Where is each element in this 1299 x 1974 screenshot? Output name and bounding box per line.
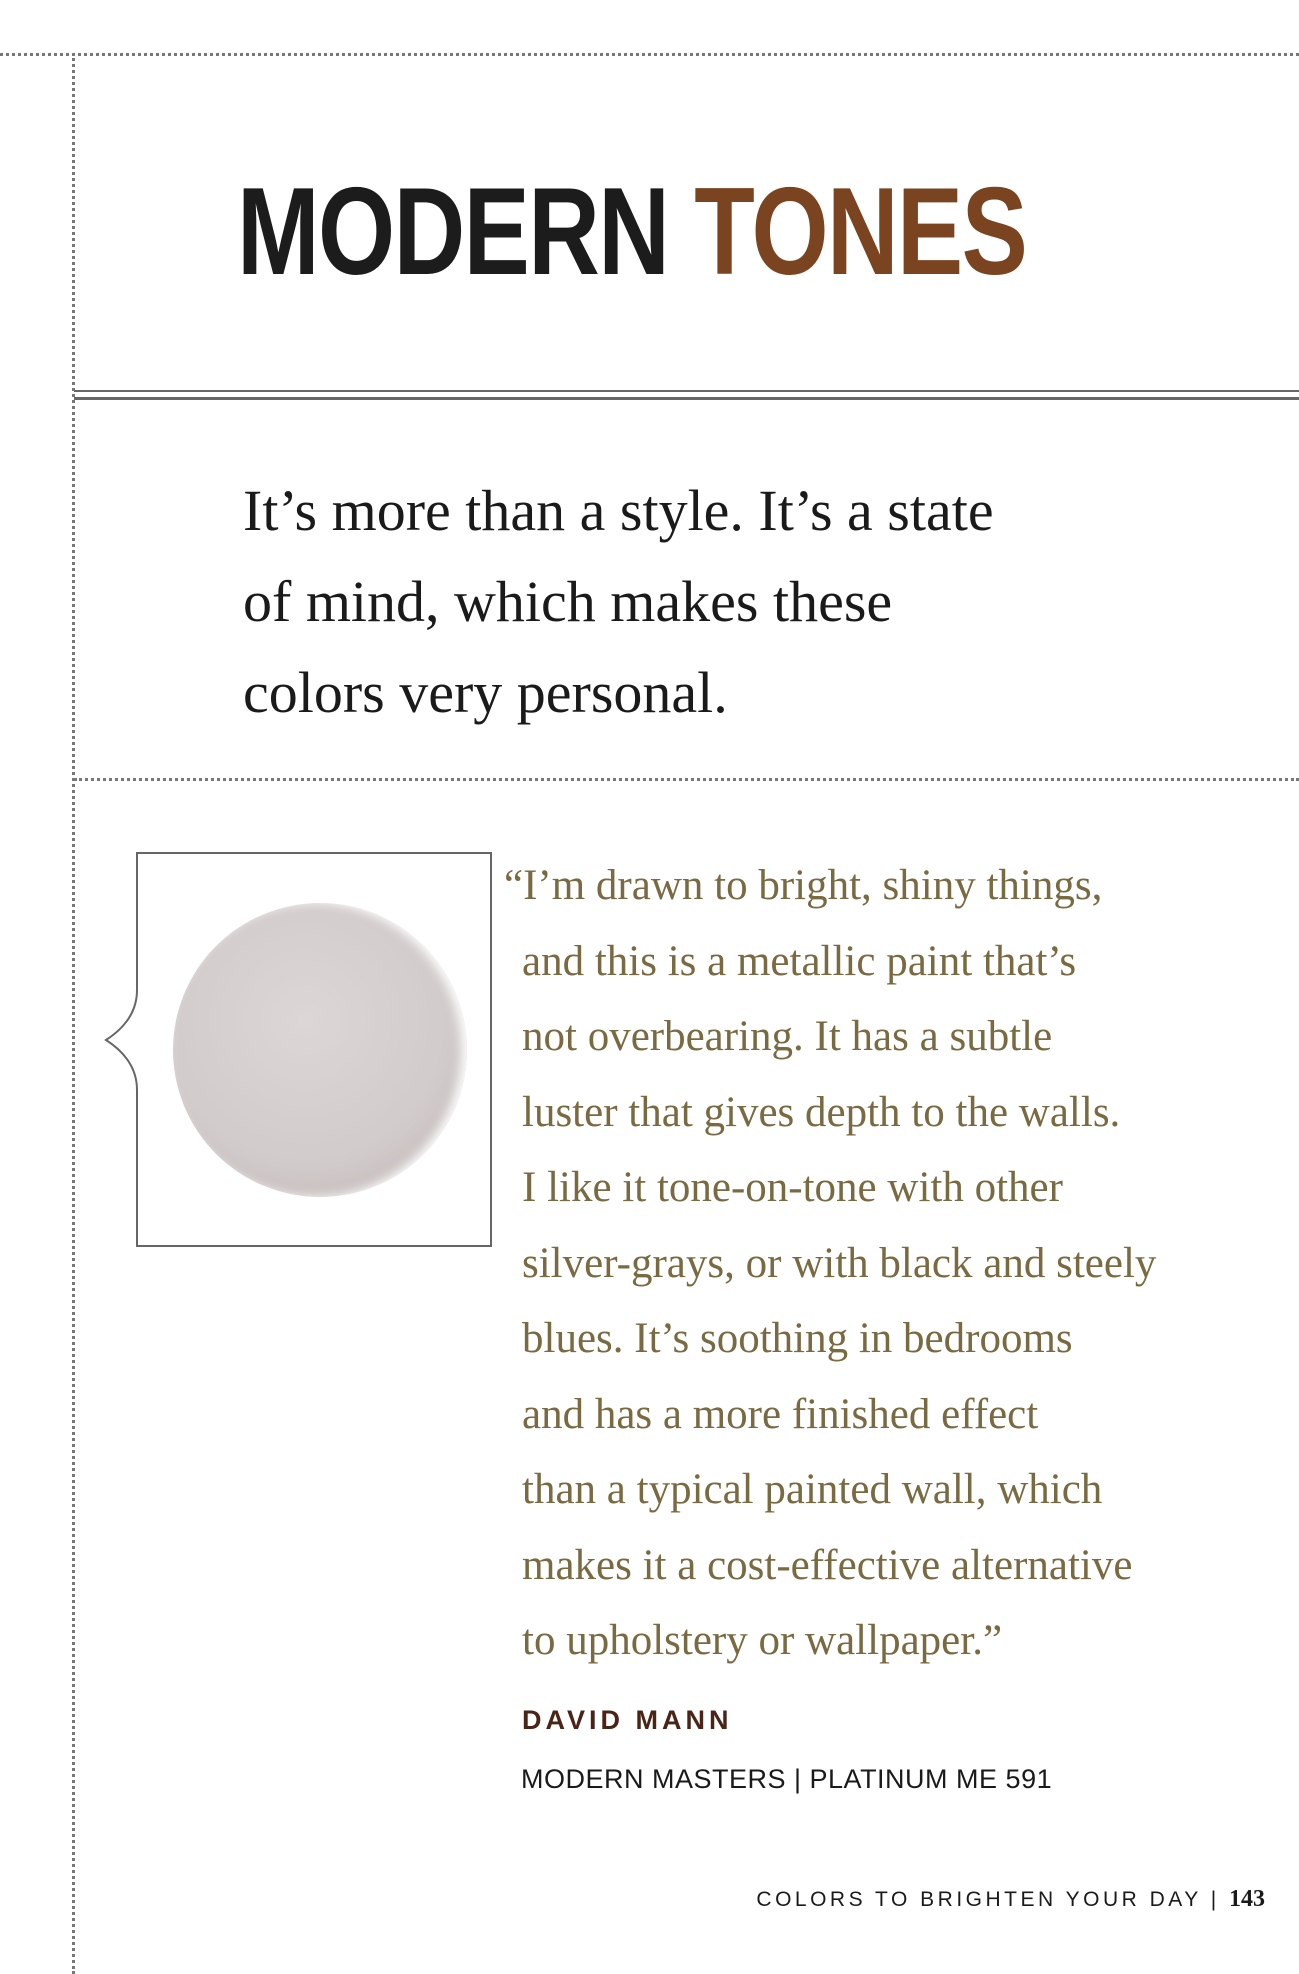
quote-line: silver-grays, or with black and steely <box>522 1239 1157 1287</box>
subtitle-line: colors very personal. <box>243 660 728 725</box>
subtitle-line: It’s more than a style. It’s a state <box>243 478 994 543</box>
page-title <box>237 163 1027 301</box>
paint-swatch-platinum <box>173 903 467 1197</box>
quote-line: makes it a cost-effective alternative <box>522 1541 1133 1589</box>
title-part-tones: TONES <box>694 163 1027 301</box>
page-footer <box>756 1886 1265 1913</box>
quote-line: “I’m drawn to bright, shiny things, <box>504 862 1103 909</box>
footer-section-title: COLORS TO BRIGHTEN YOUR DAY | <box>756 1888 1229 1911</box>
subtitle <box>243 465 1143 738</box>
speech-notch-icon <box>104 990 140 1090</box>
quote-line: I like it tone-on-tone with other <box>522 1164 1063 1211</box>
top-dotted-divider <box>0 53 1299 56</box>
title-part-modern: MODERN <box>237 163 669 301</box>
quote-line: than a typical painted wall, which <box>522 1466 1103 1513</box>
left-dotted-margin <box>72 53 75 1974</box>
quote-line: and this is a metallic paint that’s <box>522 937 1077 985</box>
section-dotted-divider <box>74 778 1299 781</box>
quote-line: not overbearing. It has a subtle <box>522 1013 1053 1060</box>
quote-line: blues. It’s soothing in bedrooms <box>522 1315 1073 1362</box>
quote-line: to upholstery or wallpaper.” <box>522 1617 1003 1664</box>
quote-line: and has a more finished effect <box>522 1390 1039 1438</box>
subtitle-line: of mind, which makes these <box>243 569 893 634</box>
double-rule-top <box>74 390 1299 392</box>
page-number: 143 <box>1229 1886 1265 1912</box>
quote-line: luster that gives depth to the walls. <box>522 1088 1121 1136</box>
designer-quote <box>504 848 1282 1679</box>
quote-author: DAVID MANN <box>522 1705 733 1735</box>
paint-product-name: MODERN MASTERS | PLATINUM ME 591 <box>521 1764 1053 1794</box>
double-rule-bottom <box>74 397 1299 400</box>
